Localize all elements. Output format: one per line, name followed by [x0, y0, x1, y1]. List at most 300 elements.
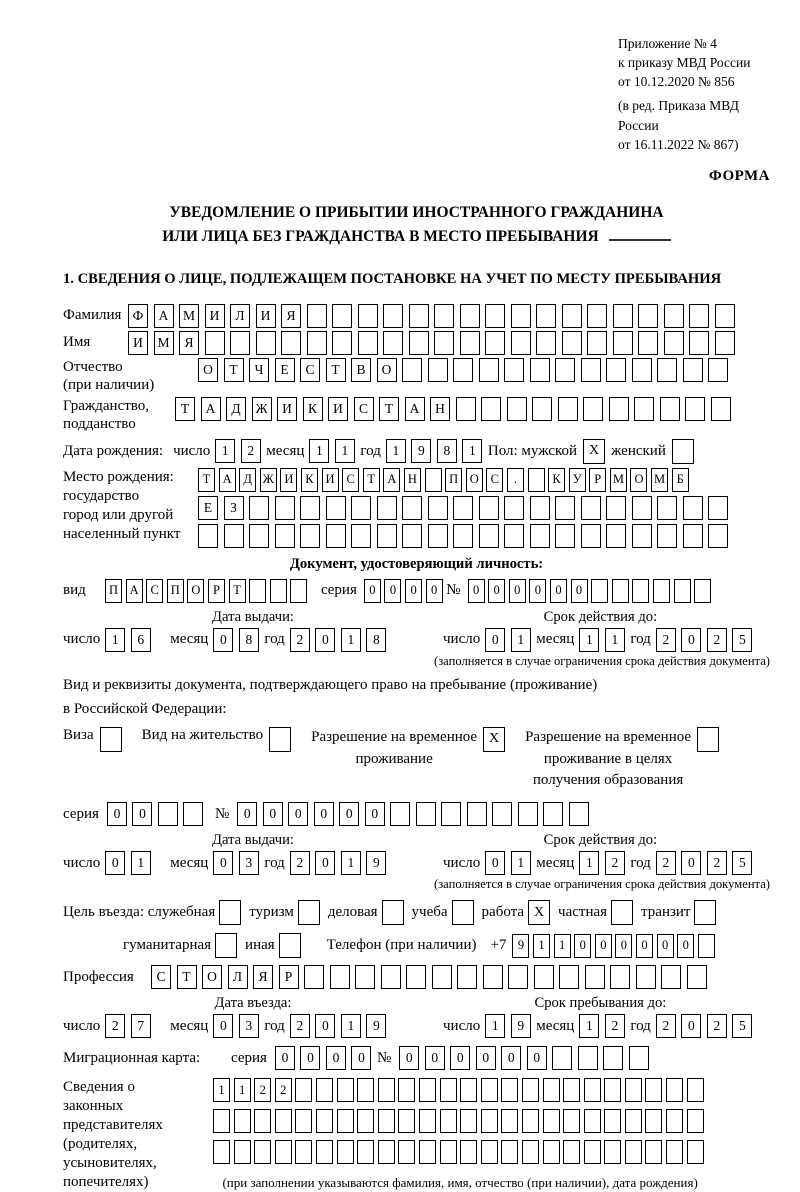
char-cell: 0	[314, 802, 334, 826]
char-cell	[562, 304, 582, 328]
char-cell	[383, 304, 403, 328]
char-cell	[440, 1078, 457, 1102]
patronymic-cells	[198, 358, 734, 382]
char-cell: М	[179, 304, 199, 328]
char-cell	[543, 1078, 560, 1102]
char-cell: 1	[213, 1078, 230, 1102]
char-cell	[351, 496, 371, 520]
char-cell: Р	[208, 579, 225, 603]
char-cell	[275, 1140, 292, 1164]
char-cell	[689, 304, 709, 328]
char-cell: 0	[405, 579, 422, 603]
char-cell	[402, 496, 422, 520]
char-cell	[587, 331, 607, 355]
char-cell: 0	[677, 934, 694, 958]
char-cell	[534, 965, 554, 989]
char-cell: Т	[229, 579, 246, 603]
char-cell: 1	[131, 851, 151, 875]
char-cell: 1	[485, 1014, 505, 1038]
char-cell	[378, 1109, 395, 1133]
char-cell	[543, 802, 563, 826]
char-cell	[634, 397, 654, 421]
char-cell	[664, 304, 684, 328]
birth-date-label: Дата рождения:	[63, 442, 164, 459]
char-cell: 0	[300, 1046, 320, 1070]
char-cell	[584, 1078, 601, 1102]
char-cell	[326, 524, 346, 548]
char-cell	[419, 1078, 436, 1102]
char-cell: 7	[131, 1014, 151, 1038]
char-cell	[467, 802, 487, 826]
char-cell: Т	[379, 397, 399, 421]
char-cell	[479, 358, 499, 382]
char-cell: 5	[732, 851, 752, 875]
char-cell	[625, 1140, 642, 1164]
char-cell	[249, 496, 269, 520]
char-cell: Б	[672, 468, 689, 492]
char-cell: 1	[511, 628, 531, 652]
residence-doc-note: (заполняется в случае ограничения срока действия документа)	[434, 877, 770, 892]
char-cell	[453, 524, 473, 548]
surname-row	[63, 304, 770, 328]
char-cell: 0	[237, 802, 257, 826]
char-cell: 0	[476, 1046, 496, 1070]
char-cell	[528, 468, 545, 492]
purpose-study-label: учеба	[411, 904, 448, 921]
res-valid-month-cells	[579, 851, 630, 875]
char-cell	[609, 397, 629, 421]
char-cell: 2	[707, 851, 727, 875]
surname-label: Фамилия	[63, 307, 122, 324]
char-cell: Т	[326, 358, 346, 382]
issue-month-cells	[213, 628, 264, 652]
char-cell	[316, 1140, 333, 1164]
char-cell: 3	[239, 1014, 259, 1038]
residence-series-cells	[107, 802, 209, 826]
purpose-business-label: деловая	[327, 904, 378, 921]
char-cell: 0	[105, 851, 125, 875]
char-cell	[357, 1140, 374, 1164]
residence-permit-option	[142, 727, 297, 752]
char-cell: 2	[656, 851, 676, 875]
char-cell: 0	[488, 579, 505, 603]
char-cell	[316, 1109, 333, 1133]
char-cell: Т	[175, 397, 195, 421]
char-cell: 0	[315, 1014, 335, 1038]
char-cell: 8	[437, 439, 457, 463]
char-cell	[425, 468, 442, 492]
entry-month-cells	[213, 1014, 264, 1038]
char-cell	[563, 1140, 580, 1164]
temp-residence-education-checkbox	[697, 727, 719, 752]
char-cell: С	[151, 965, 171, 989]
char-cell: С	[300, 358, 320, 382]
char-cell	[507, 397, 527, 421]
char-cell: Я	[179, 331, 199, 355]
char-cell	[381, 965, 401, 989]
char-cell	[555, 358, 575, 382]
residence-doc-options	[63, 727, 770, 792]
char-cell: 1	[533, 934, 550, 958]
char-cell	[281, 331, 301, 355]
char-cell	[485, 304, 505, 328]
char-cell: 5	[732, 628, 752, 652]
representatives-cells-2	[213, 1109, 707, 1133]
char-cell: 1	[511, 851, 531, 875]
char-cell	[275, 1109, 292, 1133]
char-cell	[460, 331, 480, 355]
char-cell	[606, 496, 626, 520]
valid-day-cells	[485, 628, 536, 652]
char-cell: Ч	[249, 358, 269, 382]
char-cell	[666, 1078, 683, 1102]
char-cell	[552, 1046, 572, 1070]
char-cell	[441, 802, 461, 826]
document-title	[63, 201, 770, 249]
representatives-block	[63, 1078, 770, 1192]
char-cell	[638, 304, 658, 328]
char-cell: 0	[681, 851, 701, 875]
char-cell: Ж	[260, 468, 277, 492]
stay-month-cells	[579, 1014, 630, 1038]
section1-title: 1. СВЕДЕНИЯ О ЛИЦЕ, ПОДЛЕЖАЩЕМ ПОСТАНОВКЕ НА УЧЕТ ПО МЕСТУ ПРЕБЫВАНИЯ	[63, 270, 722, 287]
char-cell	[481, 1078, 498, 1102]
char-cell: Ф	[128, 304, 148, 328]
char-cell	[398, 1078, 415, 1102]
char-cell: 0	[213, 1014, 233, 1038]
char-cell: 0	[263, 802, 283, 826]
char-cell	[479, 524, 499, 548]
char-cell: 0	[681, 1014, 701, 1038]
char-cell	[316, 1078, 333, 1102]
char-cell: 1	[335, 439, 355, 463]
appendix-line: Приложение № 4	[618, 36, 717, 51]
char-cell	[715, 331, 735, 355]
char-cell: Т	[198, 468, 215, 492]
char-cell: 6	[131, 628, 151, 652]
char-cell	[666, 1109, 683, 1133]
char-cell	[224, 524, 244, 548]
name-label: Имя	[63, 334, 91, 351]
char-cell	[585, 965, 605, 989]
char-cell	[511, 331, 531, 355]
char-cell	[708, 496, 728, 520]
char-cell	[326, 496, 346, 520]
year-label: год	[630, 1017, 651, 1034]
char-cell: Е	[198, 496, 218, 520]
char-cell: 0	[384, 579, 401, 603]
issue-day-cells	[105, 628, 156, 652]
char-cell	[632, 524, 652, 548]
char-cell: 9	[366, 1014, 386, 1038]
representatives-note: (при заполнении указываются фамилия, имя, отчество (при наличии), дата рождения)	[222, 1175, 698, 1191]
char-cell	[295, 1140, 312, 1164]
char-cell: 0	[351, 1046, 371, 1070]
char-cell	[530, 358, 550, 382]
char-cell	[402, 358, 422, 382]
char-cell	[522, 1078, 539, 1102]
month-label: месяц	[536, 854, 575, 871]
char-cell	[254, 1140, 271, 1164]
birth-day-cells	[215, 439, 266, 463]
char-cell: П	[105, 579, 122, 603]
year-label: год	[264, 854, 285, 871]
birth-place-labels: Место рождения: государство город или другой населенный пункт	[63, 468, 181, 542]
char-cell	[332, 304, 352, 328]
char-cell: Т	[224, 358, 244, 382]
char-cell: 1	[462, 439, 482, 463]
purpose-tourism-checkbox	[298, 900, 320, 925]
char-cell	[483, 965, 503, 989]
char-cell	[492, 802, 512, 826]
representatives-cells-1	[213, 1078, 707, 1102]
char-cell: Е	[275, 358, 295, 382]
char-cell: М	[154, 331, 174, 355]
residence-series-row	[63, 802, 770, 826]
char-cell	[578, 1046, 598, 1070]
char-cell: 0	[550, 579, 567, 603]
char-cell	[584, 1109, 601, 1133]
residence-permit-label: Вид на жительство	[141, 726, 264, 743]
year-label: год	[360, 442, 381, 459]
char-cell	[337, 1109, 354, 1133]
char-cell: О	[187, 579, 204, 603]
char-cell: 1	[579, 628, 599, 652]
char-cell: 0	[288, 802, 308, 826]
char-cell: 2	[707, 628, 727, 652]
char-cell: И	[205, 304, 225, 328]
migration-card-label: Миграционная карта:	[63, 1049, 201, 1066]
char-cell: 1	[341, 1014, 361, 1038]
char-cell: 0	[450, 1046, 470, 1070]
visa-option	[63, 727, 128, 752]
char-cell	[664, 331, 684, 355]
issue-date-title: Дата выдачи:	[212, 832, 294, 849]
char-cell	[645, 1140, 662, 1164]
char-cell	[632, 496, 652, 520]
issue-year-cells	[290, 628, 392, 652]
month-label: месяц	[170, 1017, 209, 1034]
char-cell	[295, 1078, 312, 1102]
char-cell: 0	[527, 1046, 547, 1070]
char-cell	[584, 1140, 601, 1164]
char-cell	[304, 965, 324, 989]
char-cell	[479, 496, 499, 520]
sex-female-label: женский	[611, 442, 666, 459]
char-cell	[355, 965, 375, 989]
issue-date-title: Дата выдачи:	[212, 608, 294, 625]
char-cell: 9	[366, 851, 386, 875]
char-cell	[337, 1078, 354, 1102]
char-cell	[715, 304, 735, 328]
char-cell	[378, 1078, 395, 1102]
char-cell: 0	[326, 1046, 346, 1070]
entry-date-title: Дата въезда:	[214, 995, 292, 1012]
purpose-label: Цель въезда: служебная	[63, 904, 216, 921]
char-cell: О	[202, 965, 222, 989]
title-line-2: ИЛИ ЛИЦА БЕЗ ГРАЖДАНСТВА В МЕСТО ПРЕБЫВАНИЯ	[63, 225, 770, 249]
birth-date-group	[173, 439, 488, 463]
char-cell: 9	[411, 439, 431, 463]
char-cell	[358, 331, 378, 355]
char-cell	[357, 1078, 374, 1102]
char-cell: 2	[254, 1078, 271, 1102]
entry-dates	[63, 995, 770, 1038]
char-cell	[378, 1140, 395, 1164]
purpose-work-checkbox: X	[528, 900, 550, 925]
phone-cells	[512, 934, 718, 958]
char-cell: К	[303, 397, 323, 421]
name-cells	[128, 331, 740, 355]
mc-series-cells	[275, 1046, 377, 1070]
identity-doc-dates	[63, 609, 770, 652]
year-label: год	[630, 854, 651, 871]
char-cell	[198, 524, 218, 548]
char-cell: Р	[589, 468, 606, 492]
char-cell	[532, 397, 552, 421]
char-cell	[657, 496, 677, 520]
char-cell	[275, 496, 295, 520]
purpose-other-checkbox	[279, 933, 301, 958]
char-cell	[636, 965, 656, 989]
char-cell	[591, 579, 608, 603]
char-cell	[501, 1140, 518, 1164]
char-cell: К	[548, 468, 565, 492]
char-cell	[563, 1109, 580, 1133]
char-cell	[332, 331, 352, 355]
char-cell: 0	[315, 851, 335, 875]
month-label: месяц	[170, 854, 209, 871]
char-cell: 0	[426, 579, 443, 603]
char-cell	[504, 524, 524, 548]
purpose-private-checkbox	[611, 900, 633, 925]
entry-year-cells	[290, 1014, 392, 1038]
char-cell	[645, 1109, 662, 1133]
char-cell: 1	[386, 439, 406, 463]
valid-date-title: Срок действия до:	[543, 832, 658, 849]
purpose-private-label: частная	[558, 904, 608, 921]
char-cell	[610, 965, 630, 989]
char-cell: И	[256, 304, 276, 328]
char-cell: 0	[615, 934, 632, 958]
char-cell	[213, 1109, 230, 1133]
char-cell	[270, 579, 287, 603]
char-cell	[290, 579, 307, 603]
birth-year-cells	[386, 439, 488, 463]
birth-place-cells-2	[198, 496, 734, 520]
char-cell	[481, 397, 501, 421]
representatives-labels: Сведения о законных представителях (родителях, усыновителях, попечителях)	[63, 1079, 163, 1191]
char-cell: А	[126, 579, 143, 603]
purpose-transit-label: транзит	[641, 904, 691, 921]
purpose-transit-checkbox	[694, 900, 716, 925]
char-cell: 1	[579, 1014, 599, 1038]
char-cell	[603, 1046, 623, 1070]
purpose-row-2	[63, 933, 770, 958]
char-cell	[481, 1140, 498, 1164]
year-label: год	[630, 631, 651, 648]
char-cell: 0	[529, 579, 546, 603]
char-cell: А	[383, 468, 400, 492]
char-cell	[569, 802, 589, 826]
phone-label: Телефон (при наличии)	[326, 937, 477, 954]
char-cell	[581, 358, 601, 382]
char-cell	[432, 965, 452, 989]
char-cell: 0	[425, 1046, 445, 1070]
valid-year-cells	[656, 628, 758, 652]
char-cell	[698, 934, 715, 958]
day-label: число	[63, 1017, 101, 1034]
char-cell	[674, 579, 691, 603]
day-label: число	[443, 1017, 481, 1034]
char-cell	[683, 496, 703, 520]
char-cell: 2	[605, 1014, 625, 1038]
purpose-official-checkbox	[219, 900, 241, 925]
char-cell	[428, 358, 448, 382]
char-cell: 0	[681, 628, 701, 652]
char-cell	[530, 496, 550, 520]
char-cell: О	[466, 468, 483, 492]
valid-month-cells	[579, 628, 630, 652]
temp-residence-option	[311, 727, 511, 771]
char-cell: Р	[279, 965, 299, 989]
migration-card-row	[63, 1046, 770, 1070]
char-cell	[683, 358, 703, 382]
char-cell	[587, 304, 607, 328]
name-row	[63, 331, 770, 355]
char-cell	[543, 1109, 560, 1133]
char-cell: Д	[239, 468, 256, 492]
char-cell	[434, 304, 454, 328]
char-cell	[377, 496, 397, 520]
char-cell: П	[167, 579, 184, 603]
char-cell	[234, 1109, 251, 1133]
char-cell	[694, 579, 711, 603]
entry-day-cells	[105, 1014, 156, 1038]
char-cell: А	[154, 304, 174, 328]
char-cell: 9	[512, 934, 529, 958]
char-cell: 5	[732, 1014, 752, 1038]
month-label: месяц	[536, 1017, 575, 1034]
doc-series-label: серия	[320, 582, 357, 599]
char-cell: 2	[605, 851, 625, 875]
char-cell	[606, 358, 626, 382]
res-issue-month-cells	[213, 851, 264, 875]
appendix-line: к приказу МВД России	[618, 55, 751, 71]
char-cell	[632, 579, 649, 603]
char-cell: С	[146, 579, 163, 603]
char-cell: 9	[511, 1014, 531, 1038]
char-cell	[249, 579, 266, 603]
char-cell	[583, 397, 603, 421]
char-cell	[661, 965, 681, 989]
char-cell	[307, 304, 327, 328]
surname-cells	[128, 304, 740, 328]
char-cell	[409, 304, 429, 328]
day-label: число	[443, 631, 481, 648]
char-cell: Ж	[252, 397, 272, 421]
res-valid-day-cells	[485, 851, 536, 875]
char-cell	[357, 1109, 374, 1133]
char-cell	[687, 965, 707, 989]
char-cell: Н	[430, 397, 450, 421]
char-cell	[501, 1109, 518, 1133]
birth-place-cells-1	[198, 468, 734, 492]
identity-doc-note: (заполняется в случае ограничения срока действия документа)	[434, 653, 770, 668]
form-label: ФОРМА	[708, 167, 770, 184]
char-cell	[604, 1140, 621, 1164]
char-cell	[158, 802, 178, 826]
